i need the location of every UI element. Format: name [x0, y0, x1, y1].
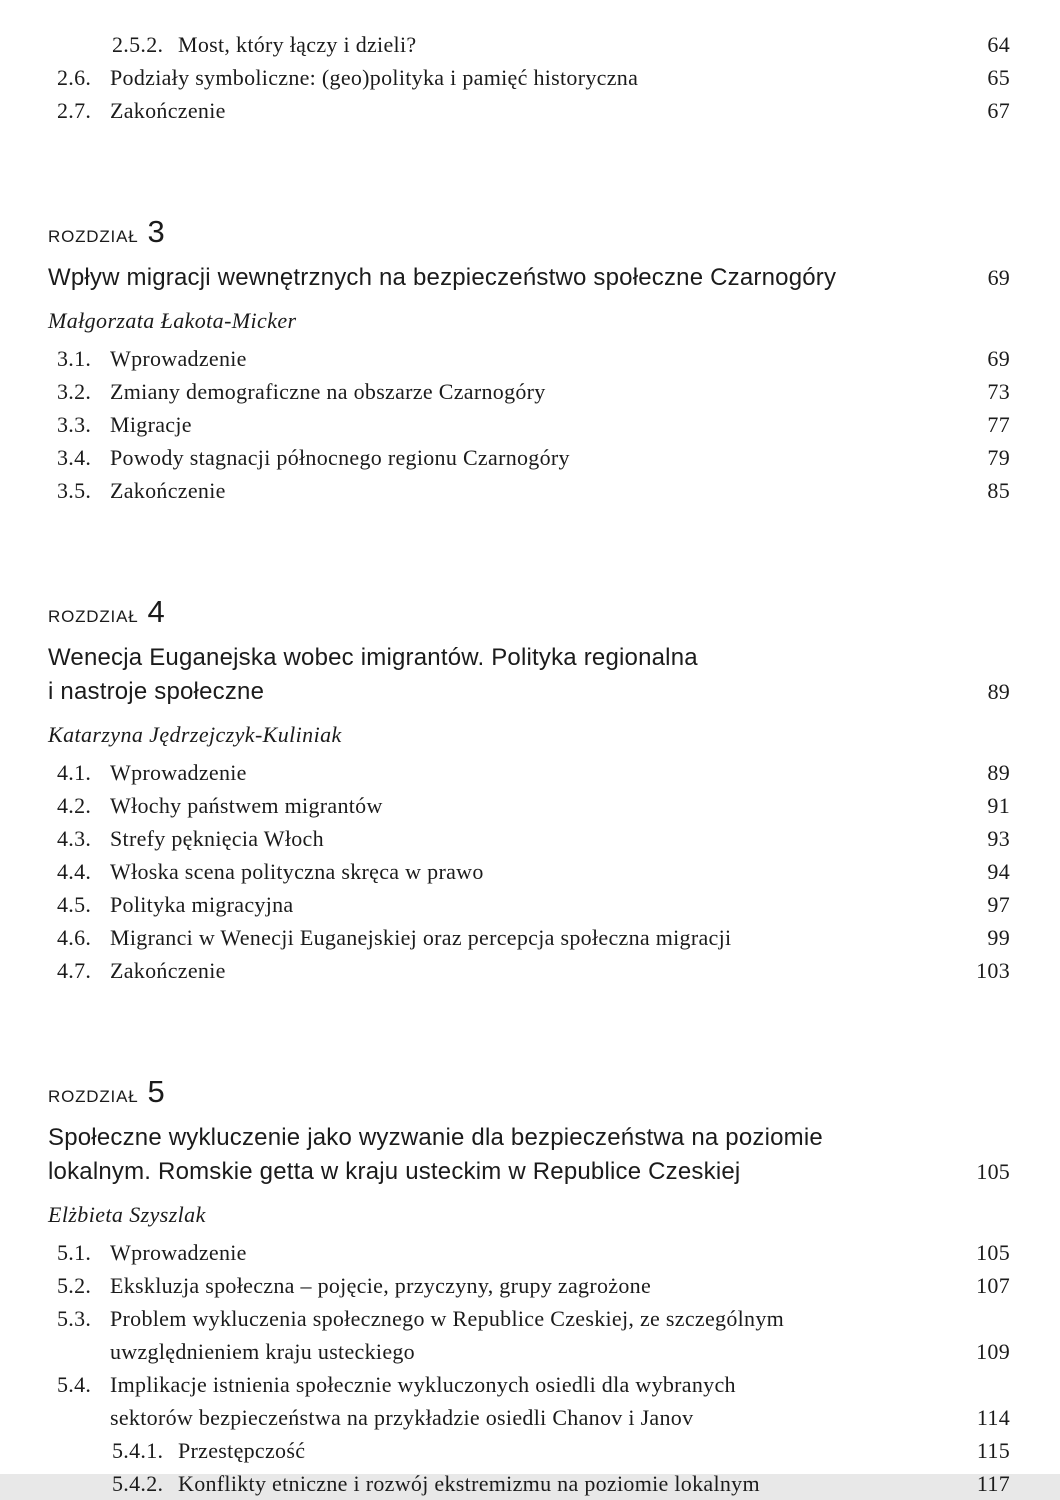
entry-number: 3.2.: [57, 379, 92, 404]
toc-entry: [48, 1302, 1010, 1368]
toc-entry: [48, 1368, 1010, 1434]
toc-entry: [48, 1236, 1010, 1269]
entry-number: 5.2.: [57, 1273, 92, 1298]
entry-title-line1: Implikacje istnienia społecznie wykluczonych osiedli dla wybranych: [110, 1372, 736, 1397]
entry-title: Strefy pęknięcia Włoch: [110, 826, 324, 851]
chapter2-remaining-entries: [48, 28, 1010, 127]
toc-entry: [48, 61, 1010, 94]
chapter-5-block: [48, 1071, 1010, 1500]
entry-number: 5.4.2.: [112, 1471, 164, 1496]
entry-page-number: 109: [976, 1339, 1010, 1364]
entry-title: Podziały symboliczne: (geo)polityka i pamięć historyczna: [110, 65, 639, 90]
toc-entry: [48, 756, 1010, 789]
entry-number: 4.5.: [57, 892, 92, 917]
entry-page-number: 114: [976, 1405, 1010, 1430]
entry-number: 2.5.2.: [112, 32, 164, 57]
toc-entry: [48, 28, 1010, 61]
toc-entry: [48, 1467, 1010, 1500]
entry-page-number: 99: [987, 925, 1010, 950]
entry-title: Zakończenie: [110, 478, 226, 503]
chapter-heading: [48, 1071, 1010, 1119]
toc-entry: [48, 375, 1010, 408]
entry-number: 4.2.: [57, 793, 92, 818]
entry-title: Migranci w Wenecji Euganejskiej oraz percepcja społeczna migracji: [110, 925, 732, 950]
chapter-author: Małgorzata Łakota-Micker: [48, 308, 297, 333]
chapter-author: Katarzyna Jędrzejczyk-Kuliniak: [48, 722, 342, 747]
entry-number: 3.3.: [57, 412, 92, 437]
entry-number: 5.3.: [57, 1306, 92, 1331]
entry-page-number: 79: [987, 445, 1010, 470]
chapter-title: [48, 261, 1010, 295]
chapter-heading: [48, 211, 1010, 259]
toc-entry: [48, 441, 1010, 474]
chapter-number: 4: [147, 594, 165, 629]
entry-number: 2.6.: [57, 65, 92, 90]
chapter-3-block: [48, 211, 1010, 507]
entry-page-number: 85: [987, 478, 1010, 503]
entry-number: 4.7.: [57, 958, 92, 983]
entry-title: Powody stagnacji północnego regionu Czarnogóry: [110, 445, 570, 470]
toc-entry: [48, 1434, 1010, 1467]
entry-title: Włoska scena polityczna skręca w prawo: [110, 859, 484, 884]
entry-page-number: 103: [976, 958, 1010, 983]
entry-title: Migracje: [110, 412, 192, 437]
chapter-page-number: 69: [987, 265, 1010, 290]
chapter-title-text-line2: i nastroje społeczne: [48, 678, 265, 705]
entry-number: 4.4.: [57, 859, 92, 884]
chapter-label: ROZDZIAŁ: [48, 607, 139, 626]
entry-page-number: 64: [987, 32, 1010, 57]
toc-entry: [48, 789, 1010, 822]
entry-page-number: 67: [987, 98, 1010, 123]
entry-number: 4.6.: [57, 925, 92, 950]
toc-entry: [48, 94, 1010, 127]
entry-number: 3.1.: [57, 346, 92, 371]
chapter-entries: [48, 1236, 1010, 1500]
entry-number: 3.5.: [57, 478, 92, 503]
chapter-number: 5: [147, 1074, 165, 1109]
entry-title: Wprowadzenie: [110, 1240, 247, 1265]
entry-title: Wprowadzenie: [110, 346, 247, 371]
chapter-entries: [48, 756, 1010, 987]
entry-title: Ekskluzja społeczna – pojęcie, przyczyny, grupy zagrożone: [110, 1273, 652, 1298]
chapter-title: [48, 1121, 1010, 1189]
entry-title: [110, 1368, 946, 1434]
entry-title: [110, 1302, 946, 1368]
entry-title: Zmiany demograficzne na obszarze Czarnogóry: [110, 379, 546, 404]
entry-title: Most, który łączy i dzieli?: [178, 32, 417, 57]
chapter-author: Elżbieta Szyszlak: [48, 1202, 206, 1227]
entry-number: 4.3.: [57, 826, 92, 851]
entry-title: Polityka migracyjna: [110, 892, 294, 917]
chapter-title-text-line2: lokalnym. Romskie getta w kraju usteckim w Republice Czeskiej: [48, 1158, 741, 1185]
entry-page-number: 91: [987, 793, 1010, 818]
entry-number: 5.4.: [57, 1372, 92, 1397]
chapter-title-text: Wenecja Euganejska wobec imigrantów. Polityka regionalna: [48, 644, 698, 671]
entry-page-number: 69: [987, 346, 1010, 371]
entry-page-number: 77: [987, 412, 1010, 437]
entry-page-number: 105: [976, 1240, 1010, 1265]
entry-title-line2: uwzględnieniem kraju usteckiego: [110, 1339, 415, 1364]
chapter-heading: [48, 591, 1010, 639]
entry-title-line2: sektorów bezpieczeństwa na przykładzie osiedli Chanov i Janov: [110, 1405, 694, 1430]
entry-number: 5.4.1.: [112, 1438, 164, 1463]
entry-page-number: 93: [987, 826, 1010, 851]
chapter-page-number: 105: [976, 1159, 1010, 1184]
chapter-entries: [48, 342, 1010, 507]
toc-entry: [48, 954, 1010, 987]
toc-entry: [48, 342, 1010, 375]
entry-page-number: 94: [987, 859, 1010, 884]
entry-title: Zakończenie: [110, 958, 226, 983]
chapter-title-text: Wpływ migracji wewnętrznych na bezpieczeństwo społeczne Czarnogóry: [48, 264, 837, 291]
entry-page-number: 65: [987, 65, 1010, 90]
chapter-title: [48, 641, 1010, 709]
entry-page-number: 97: [987, 892, 1010, 917]
entry-number: 5.1.: [57, 1240, 92, 1265]
entry-number: 3.4.: [57, 445, 92, 470]
chapter-label: ROZDZIAŁ: [48, 1087, 139, 1106]
toc-entry: [48, 855, 1010, 888]
chapter-4-block: [48, 591, 1010, 987]
toc-entry: [48, 474, 1010, 507]
toc-entry: [48, 408, 1010, 441]
toc-entry: [48, 888, 1010, 921]
toc-entry: [48, 1269, 1010, 1302]
entry-page-number: 89: [987, 760, 1010, 785]
entry-title: Przestępczość: [178, 1438, 306, 1463]
entry-number: 4.1.: [57, 760, 92, 785]
entry-title-line1: Problem wykluczenia społecznego w Republice Czeskiej, ze szczególnym: [110, 1306, 785, 1331]
entry-title: Wprowadzenie: [110, 760, 247, 785]
entry-title: Konflikty etniczne i rozwój ekstremizmu na poziomie lokalnym: [178, 1471, 760, 1496]
entry-page-number: 117: [976, 1471, 1010, 1496]
entry-page-number: 107: [976, 1273, 1010, 1298]
entry-title: Włochy państwem migrantów: [110, 793, 383, 818]
entry-number: 2.7.: [57, 98, 92, 123]
chapter-label: ROZDZIAŁ: [48, 227, 139, 246]
chapter-page-number: 89: [987, 679, 1010, 704]
chapter-title-text: Społeczne wykluczenie jako wyzwanie dla bezpieczeństwa na poziomie: [48, 1124, 823, 1151]
toc-entry: [48, 921, 1010, 954]
toc-entry: [48, 822, 1010, 855]
chapter-number: 3: [147, 214, 165, 249]
entry-title: Zakończenie: [110, 98, 226, 123]
entry-page-number: 115: [976, 1438, 1010, 1463]
entry-page-number: 73: [987, 379, 1010, 404]
